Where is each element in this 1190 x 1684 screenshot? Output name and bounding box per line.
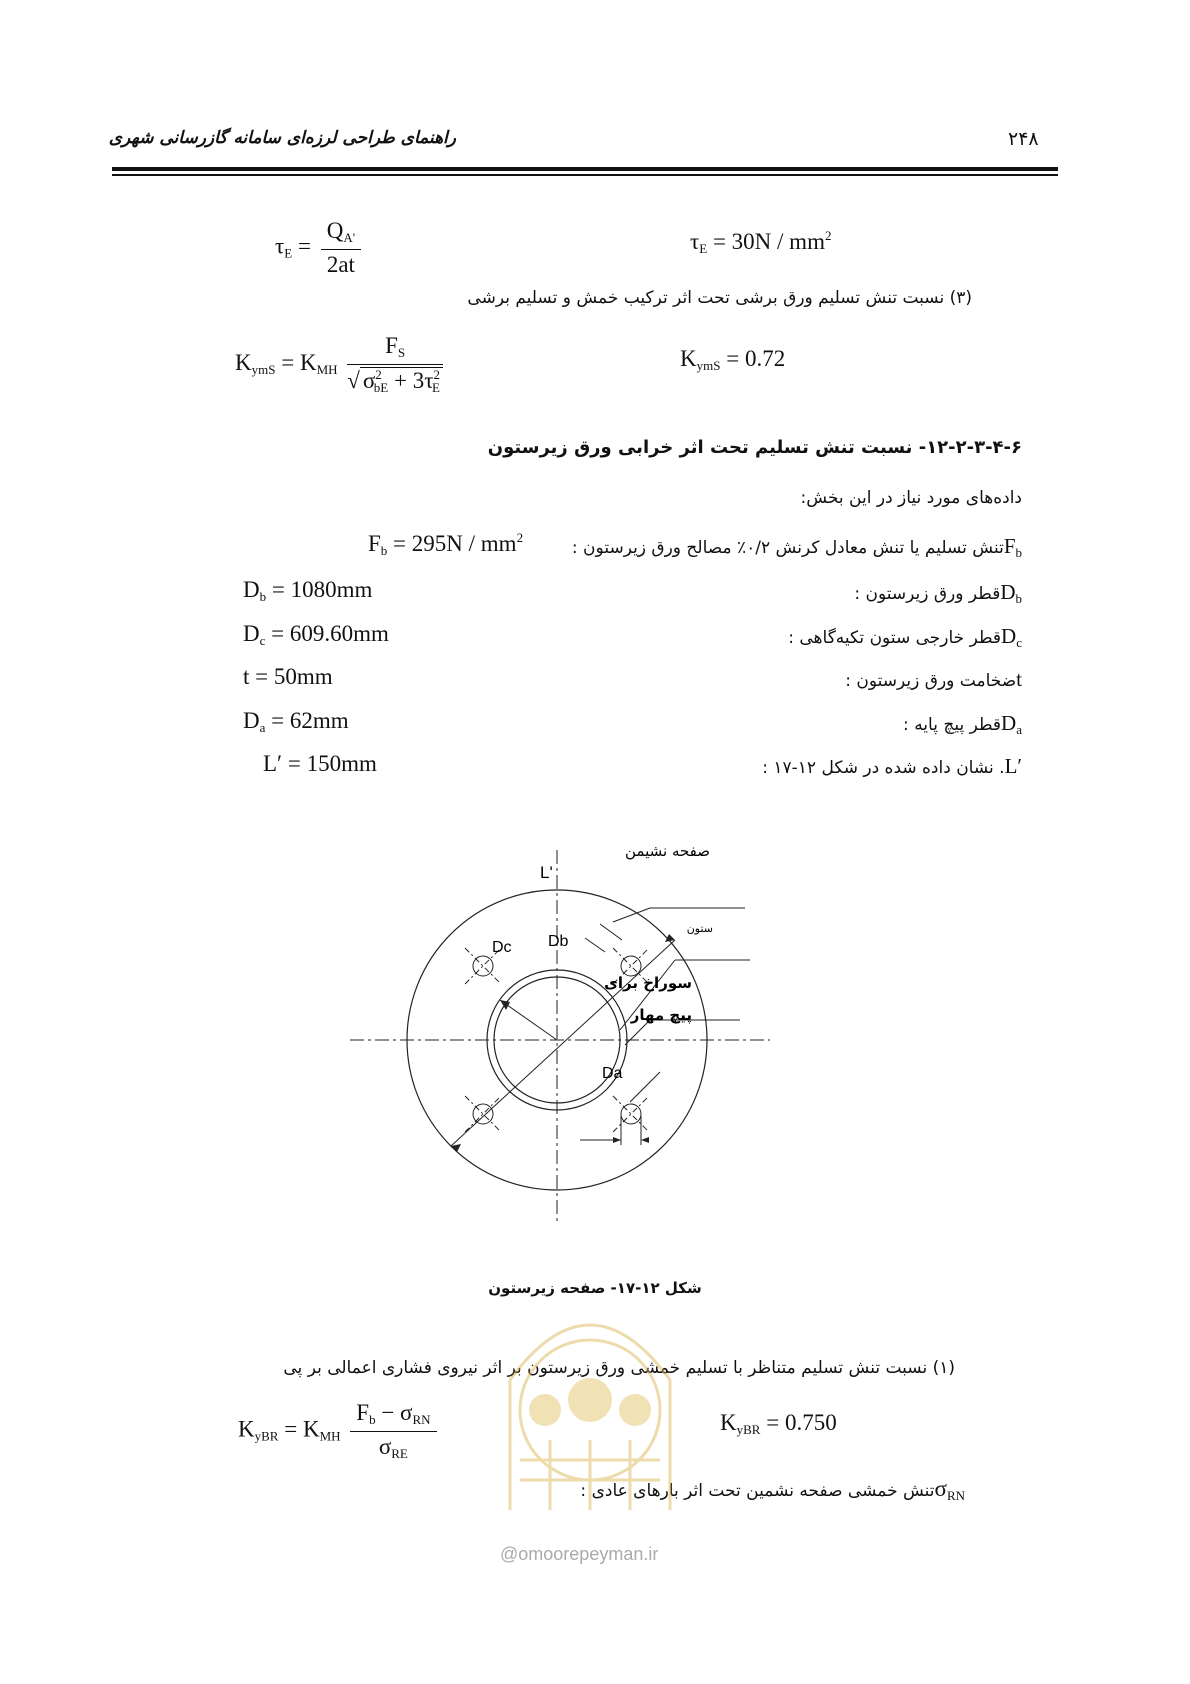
kybr-result: $K_{yBR} = 0.750$ bbox=[720, 1410, 837, 1437]
watermark-logo bbox=[490, 1260, 690, 1520]
section-heading: ۱۲-۲-۳-۴-۶- نسبت تنش تسلیم تحت اثر خرابی ورق زیرستون bbox=[487, 437, 1022, 458]
page-number: ۲۴۸ bbox=[1008, 129, 1039, 150]
param-value: L′ = 150mm bbox=[263, 751, 377, 776]
label-db: Db bbox=[548, 933, 569, 950]
item3-text: (۳) نسبت تنش تسلیم ورق برشی تحت اثر ترکیب خمش و تسلیم برشی bbox=[467, 288, 972, 308]
kyms-result: $K_{ymS} = 0.72$ bbox=[680, 346, 786, 373]
header-rule-thick bbox=[112, 167, 1058, 171]
tau-result: $\tau_E = 30N / mm^2$ bbox=[690, 228, 832, 256]
param-value: $D_b = 1080mm$ bbox=[243, 577, 373, 604]
param-description: : قطر پیچ پایهD$_a$ bbox=[903, 711, 1022, 737]
bolt-hole-bottom-left bbox=[465, 1096, 501, 1132]
base-plate-diagram bbox=[330, 840, 790, 1230]
l-prime-leader-b bbox=[600, 924, 622, 940]
param-value: t = 50mm bbox=[243, 664, 333, 689]
param-value: $D_c = 609.60mm$ bbox=[243, 621, 389, 648]
param-description: : ضخامت ورق زیرستونt bbox=[845, 667, 1022, 691]
label-hole-line2: پیچ مهار bbox=[630, 1006, 692, 1024]
label-seat-plate: صفحه نشیمن bbox=[625, 842, 710, 860]
param-value: $F_b = 295N / mm^2$ bbox=[368, 530, 524, 558]
param-description: : قطر ورق زیرستونD$_b$ bbox=[854, 580, 1022, 606]
figure-caption: شکل ۱۲-۱۷- صفحه زیرستون bbox=[488, 1279, 702, 1297]
label-l-prime: L' bbox=[540, 863, 553, 882]
label-hole-line1: سوراخ برای bbox=[604, 974, 692, 992]
param-description: : تنش تسلیم یا تنش معادل کرنش ۰/۲٪ مصالح ورق زیرستونF$_b$ bbox=[571, 534, 1022, 560]
label-column: ستون bbox=[686, 922, 713, 935]
watermark-site: @omoorepeyman.ir bbox=[500, 1544, 659, 1564]
kyms-formula: $K_{ymS} = K_{MH}$ $\frac{F_S}{√ \sigma^2_{bE} + 3\tau^2_E}$ bbox=[235, 333, 447, 396]
kybr-formula: $K_{yBR} = K_{MH}$ $\frac{F_b - \sigma_{RN}}{\sigma_{RE}}$ bbox=[238, 1400, 441, 1462]
dc-dimension-line bbox=[500, 1000, 557, 1040]
sigma-rn-definition: : تنش خمشی صفحه نشمین تحت اثر بارهای عادیσ$_{RN}$ bbox=[580, 1476, 965, 1503]
param-description: : قطر خارجی ستون تکیه‌گاهیD$_c$ bbox=[788, 624, 1022, 650]
label-dc: Dc bbox=[492, 939, 512, 956]
header-rule-thin bbox=[112, 174, 1058, 176]
item1-text: (۱) نسبت تنش تسلیم متناظر با تسلیم خمشی ورق زیرستون بر اثر نیروی فشاری اعمالی بر پی bbox=[283, 1358, 955, 1378]
label-da: Da bbox=[602, 1065, 623, 1082]
section-intro: داده‌های مورد نیاز در این بخش: bbox=[800, 488, 1022, 508]
param-description: : نشان داده شده در شکل ۱۲-۱۷ .L′ bbox=[762, 754, 1022, 778]
running-header-title: راهنمای طراحی لرزه‌ای سامانه گازرسانی شهری bbox=[108, 128, 456, 148]
param-value: $D_a = 62mm$ bbox=[243, 708, 349, 735]
tau-formula: $\tau_E$ = $\frac{Q_{A'}}{2at}$ bbox=[275, 218, 365, 278]
l-prime-leader-a bbox=[585, 938, 605, 952]
